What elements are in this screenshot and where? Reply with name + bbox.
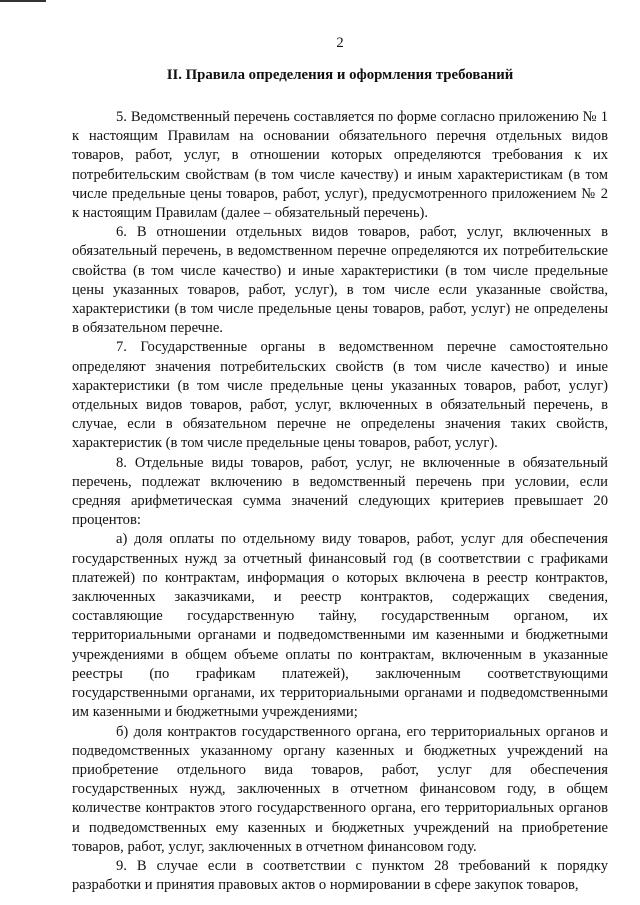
paragraph-9: 9. В случае если в соответствии с пунктом 28 требований к порядку разработки и принятия правовых актов о нормировании в сфере закупок товаров, bbox=[72, 857, 608, 894]
paragraph-5: 5. Ведомственный перечень составляется по форме согласно приложению № 1 к настоящим Правилам на основании обязательного перечня отдельных видов товаров, работ, услуг, в отношении которых определяются требования к их потребительским свойствам (в том числе качеству) и иным характеристикам (в том числе предельные цены товаров, работ, услуг), предусмотренного приложением № 2 к настоящим Правилам (далее – обязательный перечень). bbox=[72, 109, 608, 222]
paragraph-7: 7. Государственные органы в ведомственном перечне самостоятельно определяют значения потребительских свойств (в том числе качество) и иные характеристики (в том числе предельные цены указанных товаров, работ, услуг) отдельных видов товаров, работ, услуг, включенных в обязательный перечень, в случае, если в обязательном перечне не определены значения таких свойств, характеристик (в том числе предельные цены товаров, работ, услуг). bbox=[72, 339, 608, 452]
scan-edge-mark bbox=[0, 0, 46, 2]
paragraph-8: 8. Отдельные виды товаров, работ, услуг, не включенные в обязательный перечень, подлежат включению в ведомственный перечень при условии, если средняя арифметическая сумма значений следующих критериев превышает 20 процентов: bbox=[72, 454, 608, 529]
paragraph-8a: а) доля оплаты по отдельному виду товаров, работ, услуг для обеспечения государственных нужд за отчетный финансовый год (в соответствии с графиками платежей) по контрактам, информация о которых включена в реестр контрактов, заключенных заказчиками, и реестр контрактов, содержащих сведения, составляющие государственную тайну, государственным органом, их территориальными органами и подведомственными им казенными и бюджетными учреждениями в общем объеме оплаты по контрактам, включенным в указанные реестры (по графикам платежей), заключенным соответствующими государственными органами, их территориальными органами и подведомственными им казенными и бюджетными учреждениями; bbox=[72, 531, 608, 721]
paragraph-8b: б) доля контрактов государственного органа, его территориальных органов и подведомственных указанному органу казенных и бюджетных учреждений на приобретение отдельного вида товаров, работ, услуг для обеспечения государственных нужд, заключенных в отчетном финансовом году, в общем количестве контрактов этого государственного органа, его территориальных органов и подведомственных ему казенных и бюджетных учреждений на приобретение товаров, работ, услуг, заключенных в отчетном финансовом году. bbox=[72, 723, 608, 855]
section-title: II. Правила определения и оформления требований bbox=[166, 67, 514, 83]
document-page bbox=[72, 34, 608, 895]
page-number: 2 bbox=[336, 35, 344, 51]
paragraph-6: 6. В отношении отдельных видов товаров, работ, услуг, включенных в обязательный перечень, в ведомственном перечне определяются их потребительские свойства (в том числе качество) и иные характеристики (в том числе предельные цены указанных товаров, работ, услуг), в том числе если указанные свойства, характеристики (в том числе предельные цены товаров, работ, услуг) не определены в обязательном перечне. bbox=[72, 224, 608, 337]
